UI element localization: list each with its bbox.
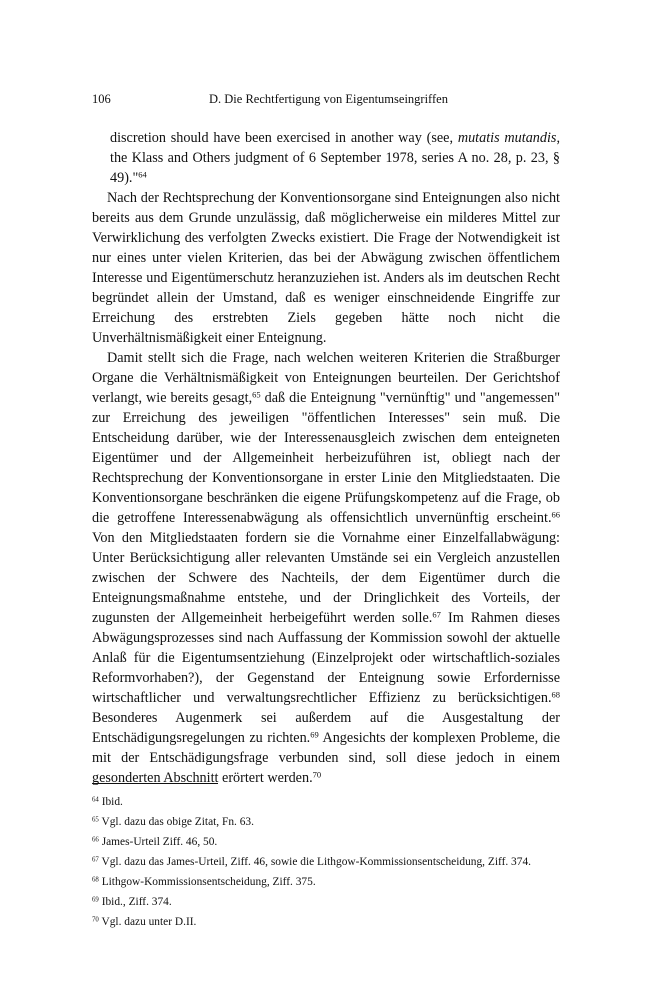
footnote-ref: 70	[312, 769, 322, 780]
footnote-ref: 66	[551, 509, 560, 520]
footnote-number: 68	[92, 876, 99, 884]
paragraph-2-text: Angesichts der komplexen Probleme, die mit der Entschädigungsfrage verbunden sind, soll diese jedoch in einem gesonderten Abschnitt erörtert werden.	[92, 730, 560, 786]
footnote	[92, 832, 572, 852]
footnote	[92, 812, 572, 832]
footnote-separator	[92, 783, 218, 784]
footnote-text: Vgl. dazu unter D.II.	[101, 916, 197, 928]
footnote-ref: 68	[551, 689, 560, 700]
footnote-text: Vgl. dazu das James-Urteil, Ziff. 46, sowie die Lithgow-Kommissionsentscheidung, Ziff. 374.	[101, 856, 531, 868]
footnote-ref: 69	[310, 729, 319, 740]
footnote-ref: 65	[252, 389, 261, 400]
paragraph-2-text: Besonderes Augenmerk sei außerdem auf die Ausgestaltung der Entschädigungsregelungen zu richten.	[92, 710, 560, 746]
footnote	[92, 792, 572, 812]
footnote	[92, 892, 572, 912]
footnote-ref: 64	[138, 169, 147, 180]
footnote-text: Vgl. dazu das obige Zitat, Fn. 63.	[101, 816, 254, 828]
paragraph-2-text: Von den Mitgliedstaaten fordern sie die Vornahme einer Einzelfallabwägung: Unter Berücksichtigung aller relevanten Umstände sei ein Vergleich anzustellen zwischen der Schwere des Nachteils, der dem Eigentümer durch die Enteignungsmaßnahme entstehe, und der Dringlichkeit des Vorteils, der zugunsten der Allgemeinheit herbeigeführt werden solle.	[92, 530, 560, 626]
paragraph-2	[92, 348, 560, 788]
footnote-text: Lithgow-Kommissionsentscheidung, Ziff. 375.	[101, 876, 316, 888]
paragraph-2-text: Im Rahmen dieses Abwägungsprozesses sind nach Auffassung der Kommission sowohl der aktuelle Anlaß für die Eigentumsentziehung (Einzelprojekt oder wirtschaftlich-soziales Reformvorhaben?), der Gegenstand der Enteignung sowie Erfordernisse wirtschaftlicher und verwaltungsrechtlicher Effizienz zu berücksichtigen.	[92, 610, 560, 706]
footnote-number: 67	[92, 856, 99, 864]
paragraph-2-text: Damit stellt sich die Frage, nach welchen weiteren Kriterien die Straßburger Organe die Verhältnismäßigkeit von Enteignungen beurteilen. Der Gerichtshof verlangt, wie bereits gesagt,	[92, 350, 560, 406]
footnote-number: 66	[92, 836, 99, 844]
page-number: 106	[92, 92, 111, 106]
quote-text-1: discretion should have been exercised in another way (see,	[110, 130, 458, 146]
footnote-text: Ibid.	[101, 796, 123, 808]
footnote-number: 70	[92, 916, 99, 924]
body-text	[92, 128, 560, 788]
block-quote	[110, 128, 560, 188]
footnote	[92, 852, 572, 872]
footnote-text: Ibid., Ziff. 374.	[101, 896, 172, 908]
quote-italic: mutatis mutandis	[457, 130, 557, 146]
footnote-number: 65	[92, 816, 99, 824]
footnotes	[92, 792, 572, 932]
paragraph-2-text: daß die Enteignung "vernünftig" und "angemessen" zur Erreichung des jeweiligen "öffentlichen Interesses" sein muß. Die Entscheidung darüber, wie der Interessenausgleich zwischen dem enteigneten Eigentümer und der Allgemeinheit herbeizuführen ist, obliegt nach der Rechtsprechung der Konventionsorgane in erster Linie den Mitgliedstaaten. Die Konventionsorgane beschränken die eigene Prüfungskompetenz auf die Frage, ob die getroffene Interessenabwägung als offensichtlich unvernünftig erscheint.	[92, 390, 560, 526]
footnote	[92, 872, 572, 892]
footnote-ref: 67	[432, 609, 441, 620]
footnote-number: 64	[92, 796, 99, 804]
footnote	[92, 912, 572, 932]
paragraph-1: Nach der Rechtsprechung der Konventionsorgane sind Enteignungen also nicht bereits aus dem Grunde unzulässig, daß möglicherweise ein milderes Mittel zur Verwirklichung des verfolgten Zwecks existiert. Die Frage der Notwendigkeit ist nur eines unter vielen Kriterien, das bei der Abwägung zwischen öffentlichem Interesse und Eigentümerschutz heranzuziehen ist. Anders als im deutschen Recht begründet allein der Umstand, daß es weniger einschneidende Eingriffe zur Erreichung des erstrebten Ziels gegeben hätte noch nicht die Unverhältnismäßigkeit einer Enteignung.	[92, 190, 560, 346]
running-title: D. Die Rechtfertigung von Eigentumseingriffen	[209, 92, 448, 106]
quote-text-2: , the Klass and Others judgment of 6 September 1978, series A no. 28, p. 23, § 49)."	[110, 130, 560, 186]
footnote-text: James-Urteil Ziff. 46, 50.	[101, 836, 218, 848]
footnote-number: 69	[92, 896, 99, 904]
